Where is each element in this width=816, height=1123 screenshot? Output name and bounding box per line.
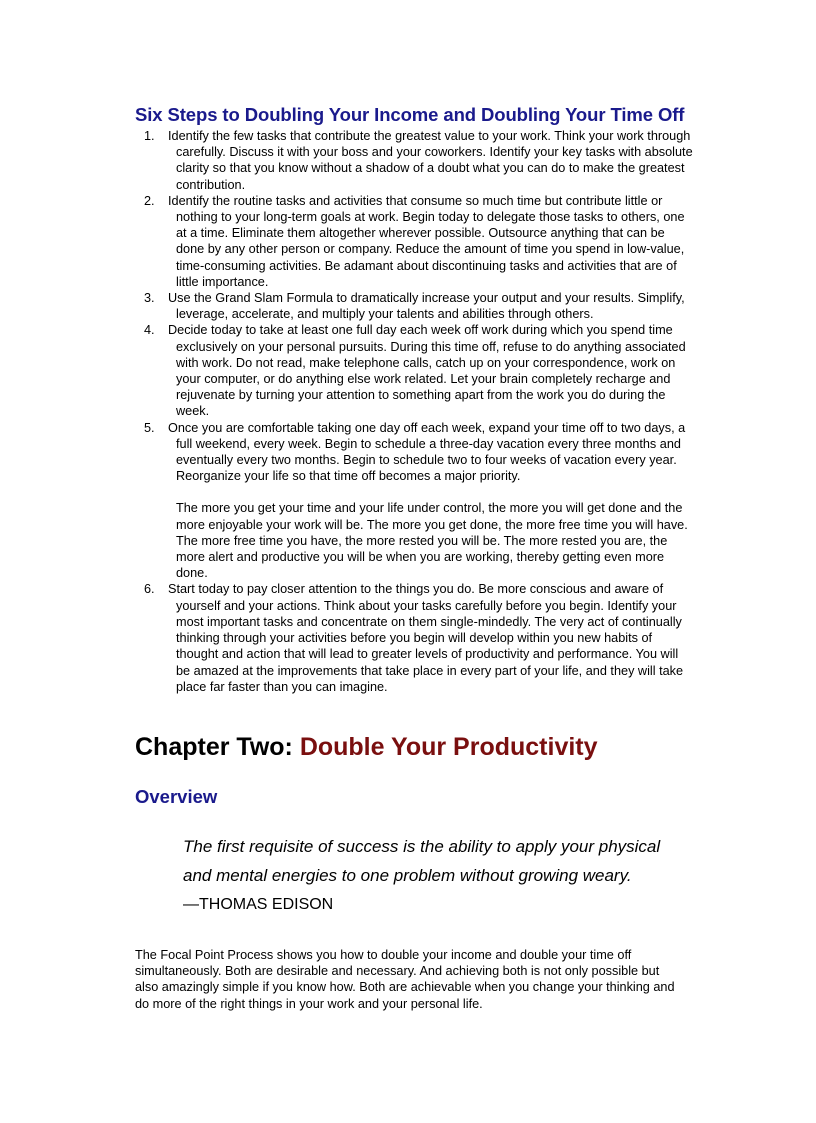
steps-list [135, 128, 695, 695]
step-extra-paragraph: The more you get your time and your life under control, the more you will get done and the more enjoyable your work will be. The more you get done, the more free time you will have. The more free time you have, the more rested you will be. The more rested you are, the more alert and productive you will be when you are working, thereby getting even more done. [176, 501, 688, 581]
chapter-prefix: Chapter Two: [135, 732, 300, 761]
body-paragraph: The Focal Point Process shows you how to double your income and double your time off simultaneously. Both are desirable and necessary. And achieving both is not only possible but also amazingly simple if you know how. Both are achievable when you change your thinking and do more of the right things in your work and your personal life. [135, 947, 675, 1011]
list-item: 6. Start today to pay closer attention to the things you do. Be more conscious and aware of yourself and your actions. Think about your tasks carefully before you begin. Identify your most important tasks and concentrate on them single-mindedly. The very act of continually thinking through your activities before you begin will develop within you new habits of thought and action that will lead to greater levels of productivity and performance. You will be amazed at the improvements that take place in every part of your life, and they will take place far faster than you can imagine. [144, 582, 684, 694]
quote-attribution: —THOMAS EDISON [183, 895, 334, 913]
chapter-name: Double Your Productivity [299, 732, 598, 761]
list-item: 5. Once you are comfortable taking one day off each week, expand your time off to two days, a full weekend, every week. Begin to schedule a three-day vacation every three months and eventually every two months. Begin to schedule two to four weeks of vacation every year. Reorganize your life so that time off becomes a major priority. The more you get your time and your life under control, the more you will get done and the more enjoyable your work will be. The more you get done, the more free time you will have. The more free time you have, the more rested you will be. The more rested you are, the more alert and productive you will be when you are working, thereby getting even more done. [135, 420, 695, 582]
quote-line-2: and mental energies to one problem without growing weary. [183, 865, 632, 885]
step-text: Start today to pay closer attention to the things you do. Be more conscious and aware of yourself and your actions. Think about your tasks carefully before you begin. Identify your most important tasks and concentrate on them single-mindedly. The very act of continually thinking through your activities before you begin will develop within you new habits of thought and action that will lead to greater levels of productivity and performance. You will be amazed at the improvements that take place in every part of your life, and they will take place far faster than you can imagine. [168, 582, 684, 694]
quote-line-1: The first requisite of success is the ability to apply your physical [183, 836, 661, 856]
overview-heading: Overview [135, 785, 218, 807]
epigraph-quote [183, 832, 695, 890]
list-item: 1. Identify the few tasks that contribute the greatest value to your work. Think your work through carefully. Discuss it with your boss and your coworkers. Identify your key tasks with absolute clarity so that you know without a shadow of a doubt what you can do to make the greatest contribution. [144, 129, 693, 192]
chapter-title [135, 733, 695, 762]
step-text: Use the Grand Slam Formula to dramatically increase your output and your results. Simplify, leverage, accelerate, and multiply your talents and abilities through others. [168, 291, 685, 322]
step-text: Identify the few tasks that contribute the greatest value to your work. Think your work through carefully. Discuss it with your boss and your coworkers. Identify your key tasks with absolute clarity so that you know without a shadow of a doubt what you can do to make the greatest contribution. [168, 129, 693, 192]
list-item: 2. Identify the routine tasks and activities that consume so much time but contribute little or nothing to your long-term goals at work. Begin today to delegate those tasks to others, one at a time. Eliminate them altogether wherever possible. Outsource anything that can be done by any other person or company. Reduce the amount of time you spend in low-value, time-consuming activities. Be adamant about discontinuing tasks and activities that are of little importance. [144, 193, 685, 289]
step-text: Decide today to take at least one full day each week off work during which you spend time exclusively on your personal pursuits. During this time off, refuse to do anything associated with work. Do not read, make telephone calls, catch up on your correspondence, work on your computer, or do anything else work related. Let your brain completely recharge and rejuvenate by turning your attention to something apart from the work you do during the week. [168, 323, 686, 419]
section-title: Six Steps to Doubling Your Income and Doubling Your Time Off [135, 104, 685, 125]
step-text: Once you are comfortable taking one day off each week, expand your time off to two days, a full weekend, every week. Begin to schedule a three-day vacation every three months and eventually every two months. Begin to schedule two to four weeks of vacation every year. Reorganize your life so that time off becomes a major priority. [168, 420, 686, 484]
step-text: Identify the routine tasks and activities that consume so much time but contribute little or nothing to your long-term goals at work. Begin today to delegate those tasks to others, one at a time. Eliminate them altogether wherever possible. Outsource anything that can be done by any other person or company. Reduce the amount of time you spend in low-value, time-consuming activities. Be adamant about discontinuing tasks and activities that are of little importance. [168, 193, 685, 289]
list-item: 4. Decide today to take at least one full day each week off work during which you spend time exclusively on your personal pursuits. During this time off, refuse to do anything associated with work. Do not read, make telephone calls, catch up on your correspondence, work on your computer, or do anything else work related. Let your brain completely recharge and rejuvenate by turning your attention to something apart from the work you do during the week. [144, 323, 686, 419]
list-item: 3. Use the Grand Slam Formula to dramatically increase your output and your results. Simplify, leverage, accelerate, and multiply your talents and abilities through others. [144, 291, 685, 322]
document-page [135, 98, 695, 1012]
